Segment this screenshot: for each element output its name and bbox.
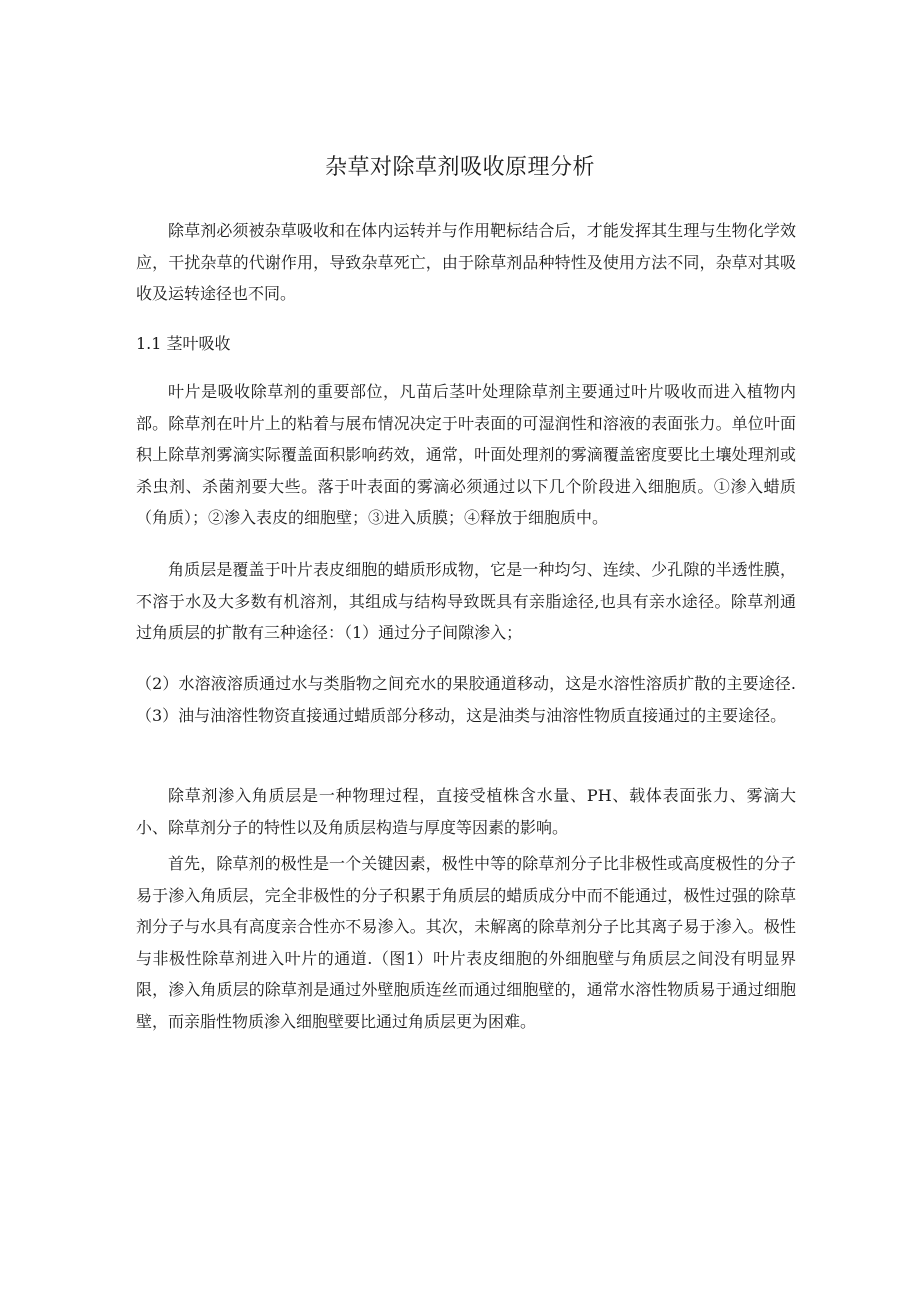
cuticle-paragraph: 角质层是覆盖于叶片表皮细胞的蜡质形成物，它是一种均匀、连续、少孔隙的半透性膜，不溶于水及大多数有机溶剂，其组成与结构导致既具有亲脂途径,也具有亲水途径。除草剂通过角质层的扩散有三种途径：（1）通过分子间隙渗入；	[136, 560, 796, 643]
diffusion-routes-paragraph: （2）水溶液溶质通过水与类脂物之间充水的果胶通道移动，这是水溶性溶质扩散的主要途径.（3）油与油溶性物资直接通过蜡质部分移动，这是油类与油溶性物质直接通过的主要途径。	[136, 674, 796, 725]
intro-paragraph: 除草剂必须被杂草吸收和在体内运转并与作用靶标结合后，才能发挥其生理与生物化学效应，干扰杂草的代谢作用，导致杂草死亡，由于除草剂品种特性及使用方法不同，杂草对其吸收及运转途径也不同。	[136, 221, 796, 304]
document-title: 杂草对除草剂吸收原理分析	[324, 155, 595, 180]
section-heading: 1.1 茎叶吸收	[136, 334, 231, 353]
leaf-absorption-paragraph: 叶片是吸收除草剂的重要部位，凡苗后茎叶处理除草剂主要通过叶片吸收而进入植物内部。除草剂在叶片上的粘着与展布情况决定于叶表面的可湿润性和溶液的表面张力。单位叶面积上除草剂雾滴实际覆盖面积影响药效，通常，叶面处理剂的雾滴覆盖密度要比土壤处理剂或杀虫剂、杀菌剂要大些。落于叶表面的雾滴必须通过以下几个阶段进入细胞质。①渗入蜡质（角质）；②渗入表皮的细胞壁；③进入质膜；④释放于细胞质中。	[136, 382, 796, 528]
physical-process-paragraph: 除草剂渗入角质层是一种物理过程，直接受植株含水量、PH、载体表面张力、雾滴大小、除草剂分子的特性以及角质层构造与厚度等因素的影响。	[136, 786, 796, 837]
polarity-paragraph: 首先，除草剂的极性是一个关键因素，极性中等的除草剂分子比非极性或高度极性的分子易于渗入角质层，完全非极性的分子积累于角质层的蜡质成分中而不能通过，极性过强的除草剂分子与水具有高度亲合性亦不易渗入。其次，未解离的除草剂分子比其离子易于渗入。极性与非极性除草剂进入叶片的通道.（图1）叶片表皮细胞的外细胞壁与角质层之间没有明显界限，渗入角质层的除草剂是通过外壁胞质连丝而通过细胞壁的，通常水溶性物质易于通过细胞壁，而亲脂性物质渗入细胞壁要比通过角质层更为困难。	[136, 854, 796, 1031]
